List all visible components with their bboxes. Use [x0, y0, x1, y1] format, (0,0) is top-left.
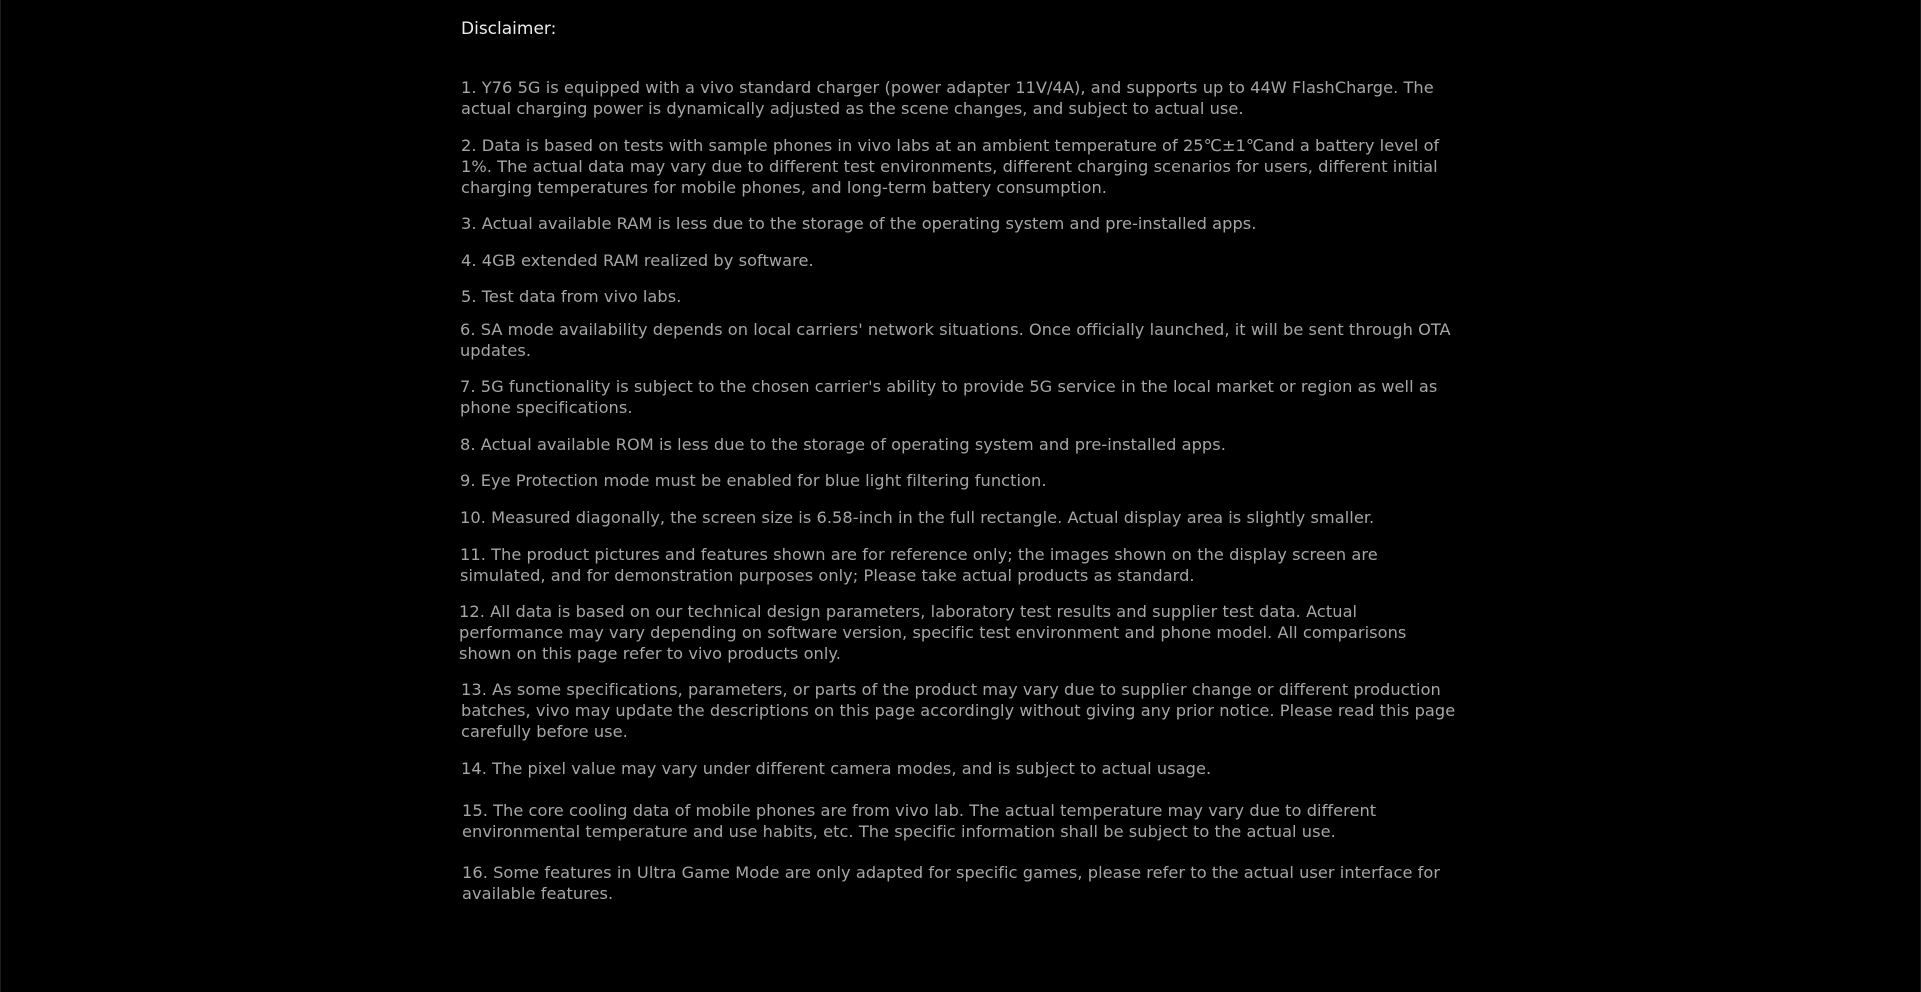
disclaimer-item-9: 9. Eye Protection mode must be enabled for blue light filtering function. [460, 471, 1047, 490]
disclaimer-item-12: 12. All data is based on our technical design parameters, laboratory test results and supplier test data. Actual performance may vary depending on software version, specific test environment and phone model. All comparisons shown on this page refer to vivo products only. [459, 602, 1407, 663]
disclaimer-item-6: 6. SA mode availability depends on local carriers' network situations. Once officially launched, it will be sent through OTA updates. [460, 320, 1451, 360]
disclaimer-item-2: 2. Data is based on tests with sample phones in vivo labs at an ambient temperature of 25℃±1℃and a battery level of 1%. The actual data may vary due to different test environments, different charging scenarios for users, different initial charging temperatures for mobile phones, and long-term battery consumption. [461, 136, 1440, 197]
disclaimer-item-14: 14. The pixel value may vary under different camera modes, and is subject to actual usage. [461, 759, 1212, 778]
disclaimer-item-16: 16. Some features in Ultra Game Mode are only adapted for specific games, please refer to the actual user interface for available features. [462, 863, 1441, 903]
disclaimer-item-1: 1. Y76 5G is equipped with a vivo standard charger (power adapter 11V/4A), and supports up to 44W FlashCharge. The actual charging power is dynamically adjusted as the scene changes, and subject to actual use. [461, 78, 1434, 118]
disclaimer-item-11: 11. The product pictures and features shown are for reference only; the images shown on the display screen are simulated, and for demonstration purposes only; Please take actual products as standard. [460, 545, 1378, 585]
disclaimer-item-10: 10. Measured diagonally, the screen size is 6.58-inch in the full rectangle. Actual display area is slightly smaller. [460, 508, 1375, 527]
disclaimer-item-15: 15. The core cooling data of mobile phones are from vivo lab. The actual temperature may vary due to different environmental temperature and use habits, etc. The specific information shall be subject to the actual use. [462, 801, 1377, 841]
disclaimer-item-4: 4. 4GB extended RAM realized by software. [461, 251, 814, 270]
disclaimer-title: Disclaimer: [461, 19, 557, 39]
disclaimer-item-13: 13. As some specifications, parameters, or parts of the product may vary due to supplier change or different production batches, vivo may update the descriptions on this page accordingly without giving any prior notice. Please read this page carefully before use. [461, 680, 1456, 741]
disclaimer-item-5: 5. Test data from vivo labs. [461, 287, 682, 306]
disclaimer-item-3: 3. Actual available RAM is less due to the storage of the operating system and pre-installed apps. [461, 214, 1257, 233]
disclaimer-item-7: 7. 5G functionality is subject to the chosen carrier's ability to provide 5G service in the local market or region as well as phone specifications. [460, 377, 1438, 417]
disclaimer-item-8: 8. Actual available ROM is less due to the storage of operating system and pre-installed apps. [460, 435, 1226, 454]
